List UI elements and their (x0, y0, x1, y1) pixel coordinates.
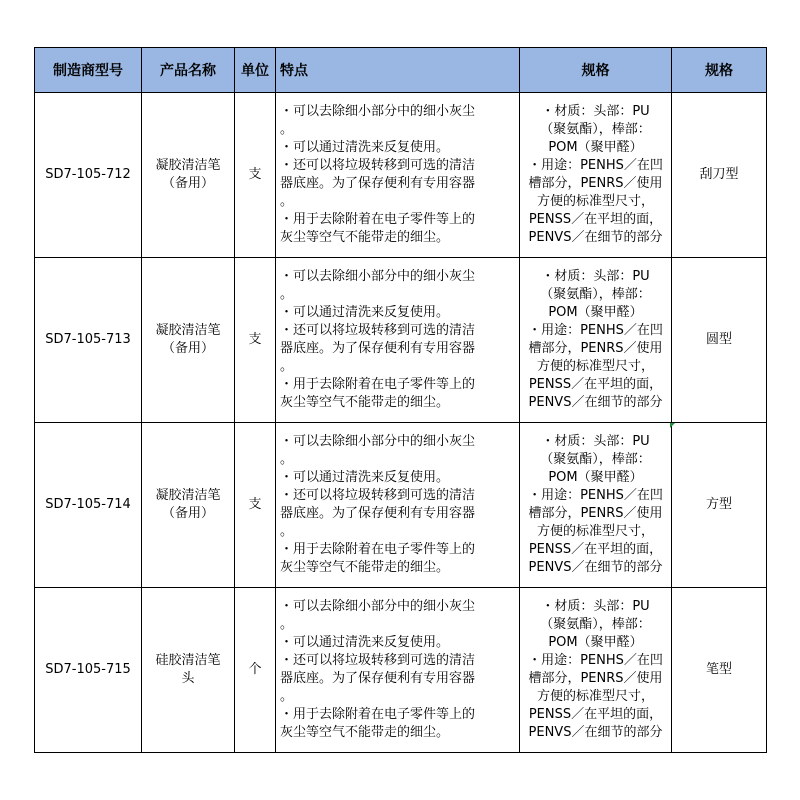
spec-line: 方便的标准型尺寸， (536, 194, 654, 209)
header-product-name[interactable]: 产品名称 (142, 48, 235, 93)
spec-line: 方便的标准型尺寸， (536, 359, 654, 374)
cell-product-name[interactable]: 凝胶清洁笔 （备用） (142, 93, 235, 258)
table-row (35, 423, 767, 588)
cell-model[interactable]: SD7-105-713 (35, 258, 142, 423)
feature-line: 。 (280, 452, 294, 467)
cell-features[interactable] (276, 423, 520, 588)
cell-product-name[interactable]: 凝胶清洁笔 （备用） (142, 258, 235, 423)
spec-line: PENVS／在细节的部分 (528, 725, 663, 740)
feature-line: 。 (280, 617, 294, 632)
table-row (35, 93, 767, 258)
cell-product-name[interactable]: 硅胶清洁笔 头 (142, 588, 235, 753)
feature-line: 灰尘等空气不能带走的细尘。 (280, 560, 450, 575)
feature-line: 器底座。为了保存便利有专用容器 (280, 176, 476, 191)
feature-line: 。 (280, 524, 294, 539)
feature-line: ・用于去除附着在电子零件等上的 (280, 542, 476, 557)
cell-shape[interactable]: 圆型 (672, 258, 767, 423)
feature-line: 灰尘等空气不能带走的细尘。 (280, 395, 450, 410)
cell-specs[interactable] (520, 588, 672, 753)
feature-line: ・可以通过清洗来反复使用。 (280, 305, 450, 320)
feature-line: ・可以通过清洗来反复使用。 (280, 470, 450, 485)
feature-line: ・还可以将垃圾转移到可选的清洁 (280, 653, 476, 668)
product-spec-table (34, 47, 767, 753)
spec-line: （聚氨酯），棒部： (540, 287, 651, 302)
feature-line: ・可以去除细小部分中的细小灰尘 (280, 104, 476, 119)
spec-line: POM（聚甲醛） (548, 635, 643, 650)
spec-line: ・材质：头部：PU (541, 434, 650, 449)
feature-line: ・可以去除细小部分中的细小灰尘 (280, 269, 476, 284)
cell-shape[interactable]: 刮刀型 (672, 93, 767, 258)
table-row (35, 588, 767, 753)
spec-line: 方便的标准型尺寸， (536, 524, 654, 539)
feature-line: ・可以去除细小部分中的细小灰尘 (280, 599, 476, 614)
feature-line: 灰尘等空气不能带走的细尘。 (280, 725, 450, 740)
spec-line: 方便的标准型尺寸， (536, 689, 654, 704)
feature-line: 。 (280, 287, 294, 302)
header-unit[interactable]: 单位 (235, 48, 276, 93)
spec-line: PENSS／在平坦的面， (528, 707, 663, 722)
feature-line: 。 (280, 122, 294, 137)
cell-features[interactable] (276, 258, 520, 423)
feature-line: 灰尘等空气不能带走的细尘。 (280, 230, 450, 245)
feature-line: ・还可以将垃圾转移到可选的清洁 (280, 323, 476, 338)
cell-model[interactable]: SD7-105-712 (35, 93, 142, 258)
spec-line: （聚氨酯），棒部： (540, 122, 651, 137)
spec-line: POM（聚甲醛） (548, 305, 643, 320)
feature-line: 。 (280, 359, 294, 374)
spec-line: PENSS／在平坦的面， (528, 212, 663, 227)
feature-line: ・还可以将垃圾转移到可选的清洁 (280, 158, 476, 173)
header-shape[interactable]: 规格 (672, 48, 767, 93)
spec-line: ・用途：PENHS／在凹 (528, 488, 663, 503)
spec-line: 槽部分，PENRS／使用 (528, 341, 663, 356)
cell-product-name[interactable]: 凝胶清洁笔 （备用） (142, 423, 235, 588)
feature-line: ・可以通过清洗来反复使用。 (280, 635, 450, 650)
header-features[interactable]: 特点 (276, 48, 520, 93)
spec-line: ・材质：头部：PU (541, 104, 650, 119)
feature-line: ・可以去除细小部分中的细小灰尘 (280, 434, 476, 449)
spec-line: ・材质：头部：PU (541, 599, 650, 614)
spec-line: ・用途：PENHS／在凹 (528, 653, 663, 668)
spec-line: 槽部分，PENRS／使用 (528, 506, 663, 521)
cell-features[interactable] (276, 588, 520, 753)
feature-line: ・用于去除附着在电子零件等上的 (280, 212, 476, 227)
cell-model[interactable]: SD7-105-714 (35, 423, 142, 588)
cell-shape[interactable]: 笔型 (672, 588, 767, 753)
spec-line: 槽部分，PENRS／使用 (528, 671, 663, 686)
spec-line: ・用途：PENHS／在凹 (528, 323, 663, 338)
cell-shape[interactable]: 方型 (672, 423, 767, 588)
cell-unit[interactable]: 支 (235, 423, 276, 588)
spec-line: PENSS／在平坦的面， (528, 542, 663, 557)
feature-line: ・用于去除附着在电子零件等上的 (280, 707, 476, 722)
feature-line: 器底座。为了保存便利有专用容器 (280, 506, 476, 521)
spec-line: PENSS／在平坦的面， (528, 377, 663, 392)
feature-line: ・用于去除附着在电子零件等上的 (280, 377, 476, 392)
spec-line: ・材质：头部：PU (541, 269, 650, 284)
cell-unit[interactable]: 支 (235, 93, 276, 258)
spec-line: PENVS／在细节的部分 (528, 395, 663, 410)
header-specs[interactable]: 规格 (520, 48, 672, 93)
cell-unit[interactable]: 个 (235, 588, 276, 753)
cell-specs[interactable] (520, 93, 672, 258)
spec-line: POM（聚甲醛） (548, 140, 643, 155)
table-row (35, 258, 767, 423)
feature-line: ・还可以将垃圾转移到可选的清洁 (280, 488, 476, 503)
feature-line: 。 (280, 194, 294, 209)
cell-unit[interactable]: 支 (235, 258, 276, 423)
cell-specs[interactable] (520, 258, 672, 423)
spec-line: （聚氨酯），棒部： (540, 617, 651, 632)
spec-line: （聚氨酯），棒部： (540, 452, 651, 467)
cell-specs[interactable] (520, 423, 672, 588)
feature-line: 。 (280, 689, 294, 704)
cell-features[interactable] (276, 93, 520, 258)
header-model[interactable]: 制造商型号 (35, 48, 142, 93)
spec-line: PENVS／在细节的部分 (528, 560, 663, 575)
spec-line: 槽部分，PENRS／使用 (528, 176, 663, 191)
spec-line: POM（聚甲醛） (548, 470, 643, 485)
feature-line: ・可以通过清洗来反复使用。 (280, 140, 450, 155)
header-row (35, 48, 767, 93)
comment-indicator-icon (670, 423, 675, 428)
spec-line: ・用途：PENHS／在凹 (528, 158, 663, 173)
feature-line: 器底座。为了保存便利有专用容器 (280, 671, 476, 686)
cell-model[interactable]: SD7-105-715 (35, 588, 142, 753)
spec-line: PENVS／在细节的部分 (528, 230, 663, 245)
feature-line: 器底座。为了保存便利有专用容器 (280, 341, 476, 356)
